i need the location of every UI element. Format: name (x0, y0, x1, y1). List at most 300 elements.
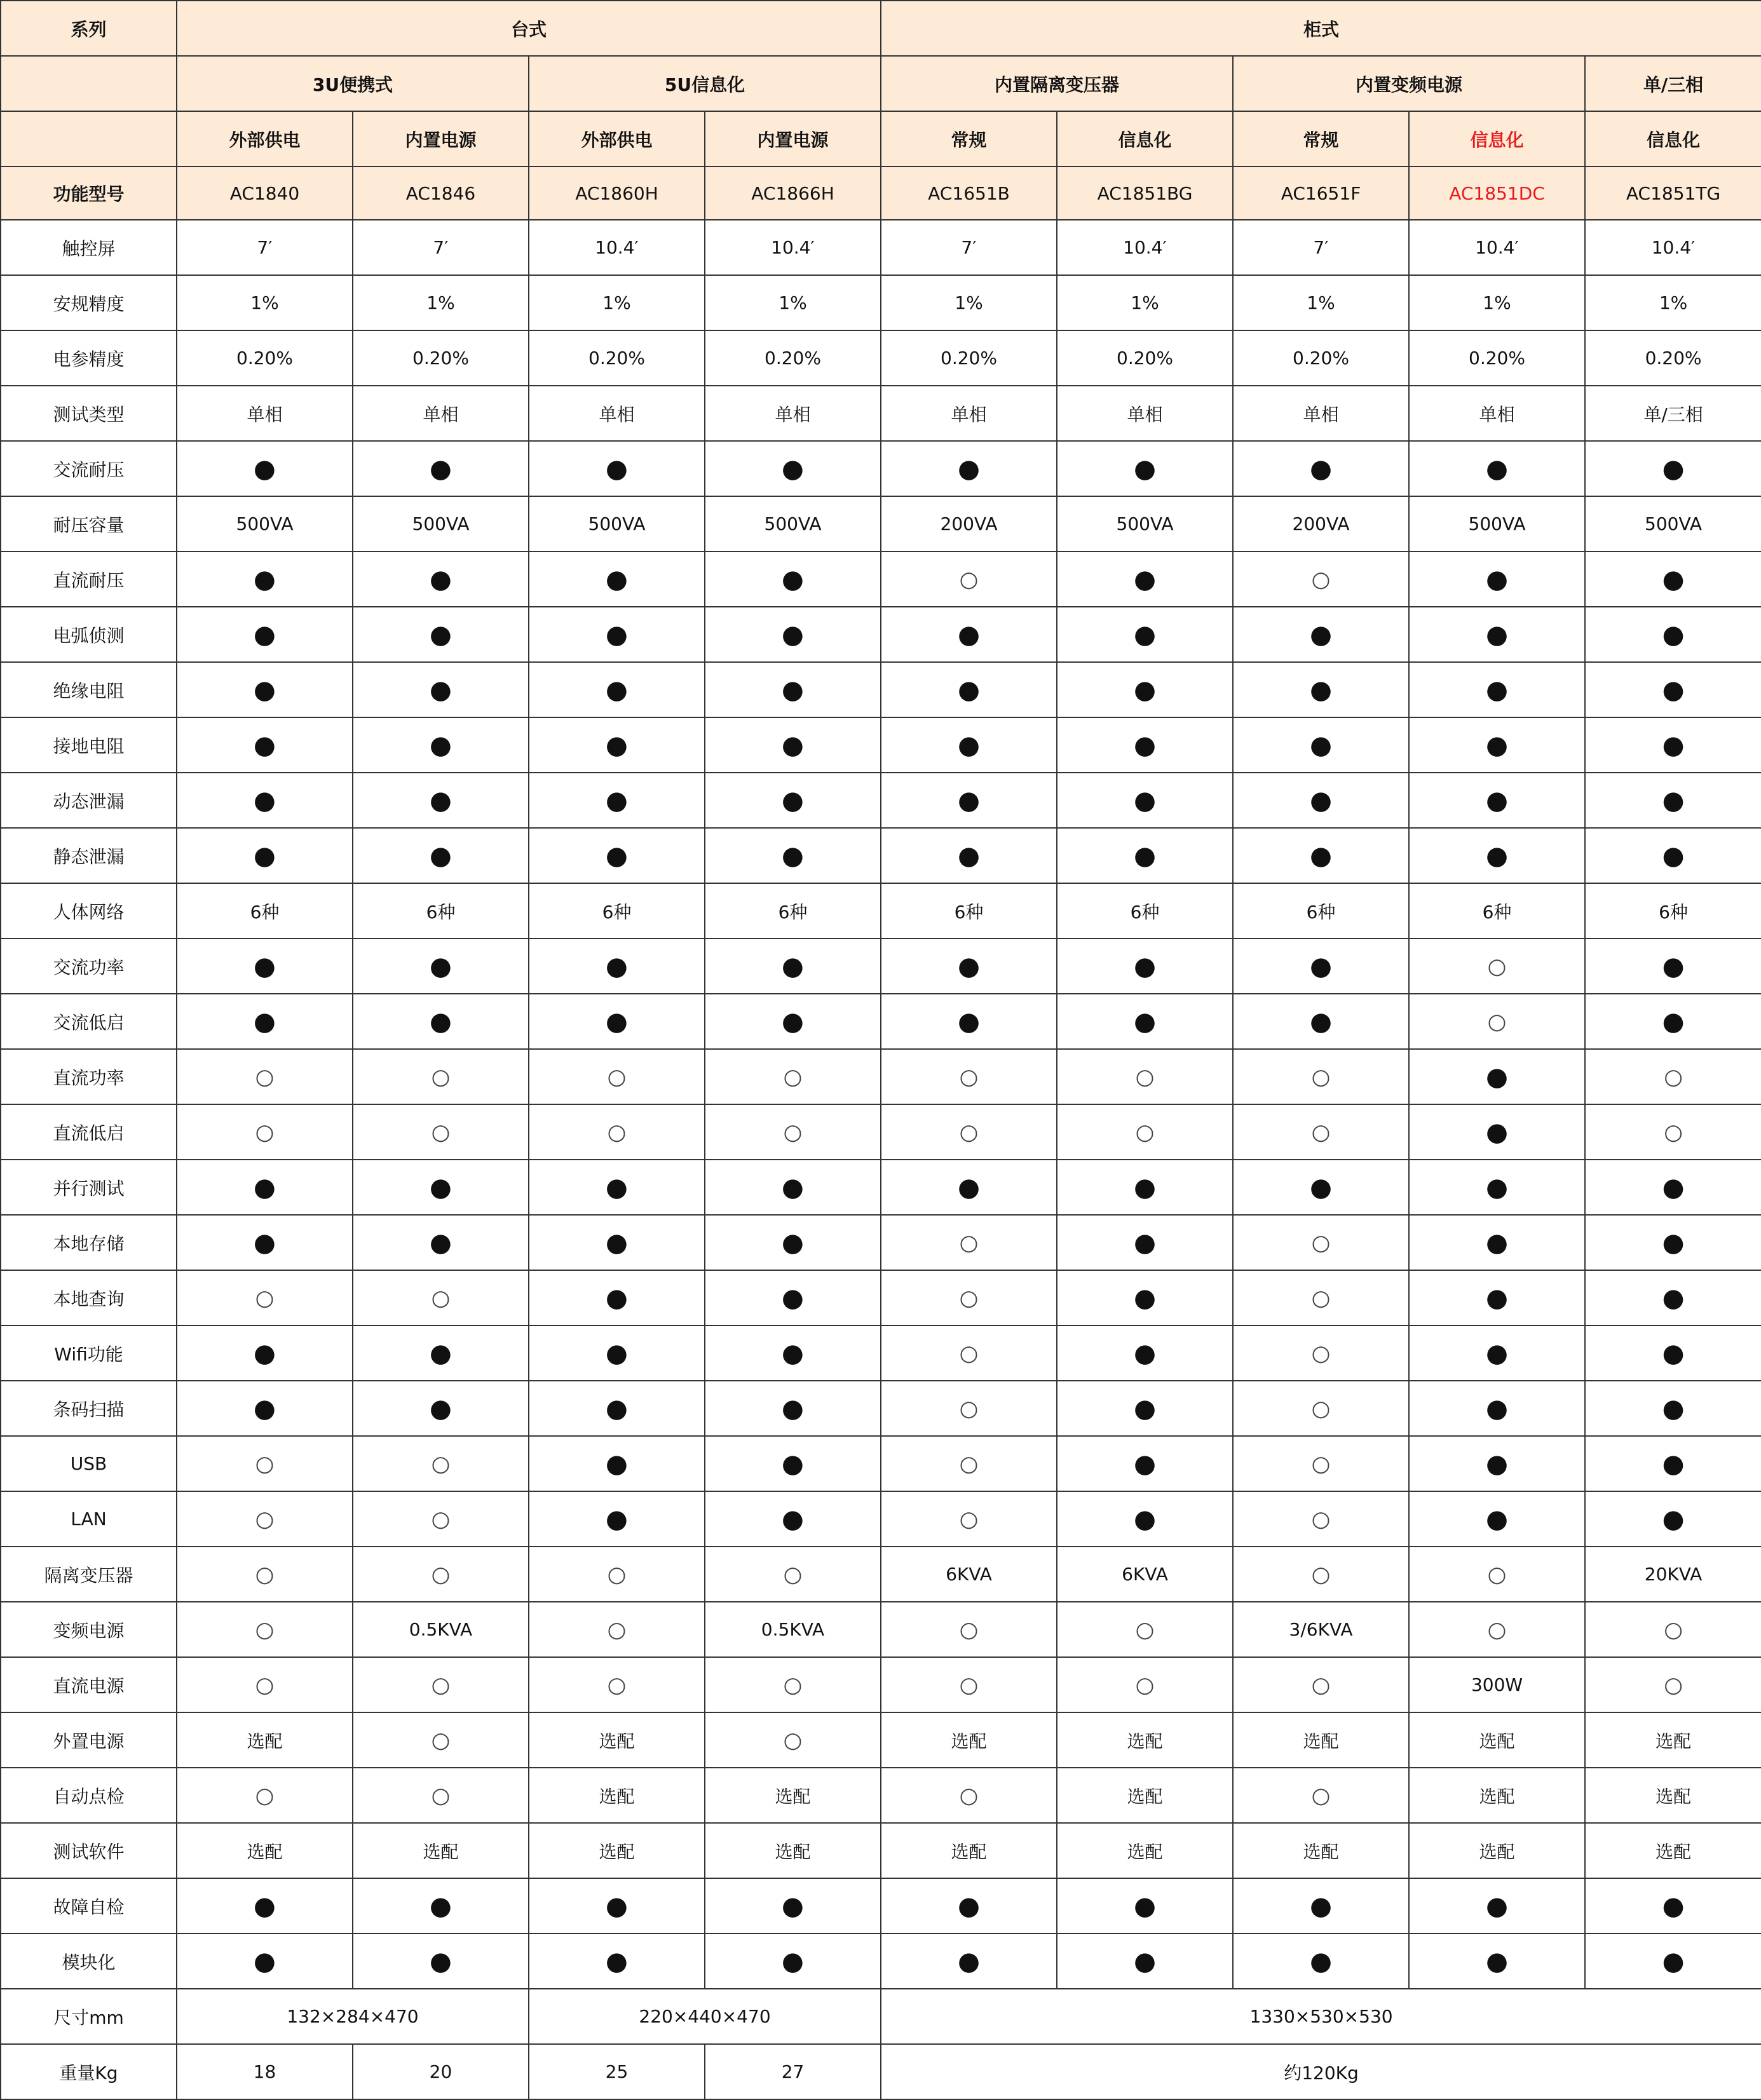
value-cell: 7′ (177, 220, 353, 275)
filled-dot-icon: ● (353, 441, 529, 496)
filled-dot-icon: ● (705, 773, 881, 828)
value-cell: 选配 (1585, 1768, 1761, 1823)
filled-dot-icon: ● (353, 828, 529, 883)
filled-dot-icon: ● (353, 1381, 529, 1436)
filled-dot-icon: ● (1585, 994, 1761, 1049)
filled-dot-icon: ● (529, 1325, 705, 1381)
empty-circle-icon: ○ (881, 1491, 1057, 1547)
empty-circle-icon: ○ (353, 1712, 529, 1768)
empty-circle-icon: ○ (1409, 994, 1585, 1049)
value-cell: 选配 (177, 1712, 353, 1768)
table-row (1, 883, 1761, 938)
value-cell: 200VA (881, 496, 1057, 552)
variant-cell-highlighted: 信息化 (1409, 111, 1585, 166)
table-row (1, 1712, 1761, 1768)
row-label: 绝缘电阻 (1, 662, 177, 717)
row-label: 尺寸mm (1, 1989, 177, 2044)
empty-circle-icon: ○ (1409, 938, 1585, 994)
filled-dot-icon: ● (1409, 552, 1585, 607)
filled-dot-icon: ● (1409, 1381, 1585, 1436)
filled-dot-icon: ● (1409, 1049, 1585, 1104)
value-cell: 1% (529, 275, 705, 330)
empty-circle-icon: ○ (353, 1049, 529, 1104)
empty-circle-icon: ○ (1233, 1491, 1409, 1547)
filled-dot-icon: ● (1233, 1934, 1409, 1989)
value-cell: 0.20% (1409, 330, 1585, 386)
value-cell: 10.4′ (705, 220, 881, 275)
weight-row (1, 2044, 1761, 2099)
empty-circle-icon: ○ (705, 1104, 881, 1160)
value-cell: 1% (881, 275, 1057, 330)
empty-circle-icon: ○ (1233, 1768, 1409, 1823)
filled-dot-icon: ● (705, 994, 881, 1049)
filled-dot-icon: ● (705, 717, 881, 773)
value-cell: 0.5KVA (353, 1602, 529, 1657)
filled-dot-icon: ● (705, 1325, 881, 1381)
variant-cell: 内置电源 (705, 111, 881, 166)
empty-circle-icon: ○ (705, 1657, 881, 1712)
filled-dot-icon: ● (1057, 1215, 1233, 1270)
row-label: 并行测试 (1, 1160, 177, 1215)
value-cell: 6种 (705, 883, 881, 938)
empty-circle-icon: ○ (881, 1381, 1057, 1436)
subgroup-cell: 内置变频电源 (1233, 56, 1585, 111)
filled-dot-icon: ● (1585, 607, 1761, 662)
filled-dot-icon: ● (1409, 1436, 1585, 1491)
value-cell: 6种 (529, 883, 705, 938)
model-cell-highlighted: AC1851DC (1409, 166, 1585, 220)
filled-dot-icon: ● (177, 938, 353, 994)
filled-dot-icon: ● (1057, 1325, 1233, 1381)
value-cell: 7′ (353, 220, 529, 275)
row-label: 耐压容量 (1, 496, 177, 552)
value-cell: 0.20% (177, 330, 353, 386)
filled-dot-icon: ● (529, 1934, 705, 1989)
model-cell: AC1846 (353, 166, 529, 220)
row-label: 本地存储 (1, 1215, 177, 1270)
value-cell: 选配 (881, 1712, 1057, 1768)
filled-dot-icon: ● (705, 1160, 881, 1215)
value-cell: 25 (529, 2044, 705, 2099)
table-row (1, 1215, 1761, 1270)
filled-dot-icon: ● (177, 994, 353, 1049)
filled-dot-icon: ● (705, 1934, 881, 1989)
filled-dot-icon: ● (177, 552, 353, 607)
empty-circle-icon: ○ (1233, 1547, 1409, 1602)
row-label: 人体网络 (1, 883, 177, 938)
value-cell: 单相 (177, 386, 353, 441)
filled-dot-icon: ● (353, 1878, 529, 1934)
filled-dot-icon: ● (705, 552, 881, 607)
variant-cell: 常规 (1233, 111, 1409, 166)
value-cell: 选配 (1233, 1712, 1409, 1768)
model-cell: AC1651B (881, 166, 1057, 220)
row-label: 功能型号 (1, 166, 177, 220)
filled-dot-icon: ● (1409, 607, 1585, 662)
filled-dot-icon: ● (177, 662, 353, 717)
subgroup-cell: 5U信息化 (529, 56, 881, 111)
filled-dot-icon: ● (881, 662, 1057, 717)
subgroup-cell: 单/三相 (1585, 56, 1761, 111)
empty-circle-icon: ○ (705, 1547, 881, 1602)
variant-cell: 内置电源 (353, 111, 529, 166)
value-cell: 7′ (881, 220, 1057, 275)
table-row (1, 1602, 1761, 1657)
row-label: 交流功率 (1, 938, 177, 994)
filled-dot-icon: ● (529, 662, 705, 717)
filled-dot-icon: ● (177, 773, 353, 828)
group-cabinet-cell: 柜式 (881, 1, 1761, 56)
value-cell: 单相 (529, 386, 705, 441)
empty-circle-icon: ○ (1233, 1215, 1409, 1270)
row-label: 交流耐压 (1, 441, 177, 496)
value-cell: 选配 (1585, 1823, 1761, 1878)
empty-circle-icon: ○ (881, 1215, 1057, 1270)
variant-cell: 信息化 (1585, 111, 1761, 166)
value-cell: 6种 (1233, 883, 1409, 938)
filled-dot-icon: ● (1233, 938, 1409, 994)
filled-dot-icon: ● (353, 994, 529, 1049)
empty-circle-icon: ○ (1409, 1602, 1585, 1657)
filled-dot-icon: ● (705, 1270, 881, 1325)
filled-dot-icon: ● (1585, 938, 1761, 994)
filled-dot-icon: ● (1585, 1270, 1761, 1325)
filled-dot-icon: ● (353, 1215, 529, 1270)
filled-dot-icon: ● (1233, 717, 1409, 773)
header-row-subgroups (1, 56, 1761, 111)
value-cell: 选配 (1409, 1768, 1585, 1823)
empty-header-cell (1, 56, 177, 111)
row-label: 直流耐压 (1, 552, 177, 607)
value-cell: 6种 (1585, 883, 1761, 938)
filled-dot-icon: ● (1585, 1878, 1761, 1934)
filled-dot-icon: ● (1585, 1436, 1761, 1491)
empty-header-cell (1, 111, 177, 166)
empty-circle-icon: ○ (881, 1657, 1057, 1712)
empty-circle-icon: ○ (881, 1270, 1057, 1325)
filled-dot-icon: ● (177, 441, 353, 496)
value-cell: 选配 (529, 1823, 705, 1878)
filled-dot-icon: ● (353, 1934, 529, 1989)
empty-circle-icon: ○ (353, 1436, 529, 1491)
value-cell: 18 (177, 2044, 353, 2099)
filled-dot-icon: ● (705, 1215, 881, 1270)
row-label: 动态泄漏 (1, 773, 177, 828)
value-cell: 0.20% (1585, 330, 1761, 386)
filled-dot-icon: ● (705, 1491, 881, 1547)
filled-dot-icon: ● (1057, 607, 1233, 662)
filled-dot-icon: ● (1585, 1160, 1761, 1215)
row-label: 直流功率 (1, 1049, 177, 1104)
filled-dot-icon: ● (1233, 828, 1409, 883)
filled-dot-icon: ● (529, 1436, 705, 1491)
series-label-cell: 系列 (1, 1, 177, 56)
row-label: 自动点检 (1, 1768, 177, 1823)
filled-dot-icon: ● (1233, 662, 1409, 717)
value-cell: 1% (1409, 275, 1585, 330)
value-cell: 10.4′ (1057, 220, 1233, 275)
table-row (1, 496, 1761, 552)
model-cell: AC1866H (705, 166, 881, 220)
filled-dot-icon: ● (705, 441, 881, 496)
filled-dot-icon: ● (353, 1160, 529, 1215)
value-cell: 选配 (1057, 1712, 1233, 1768)
filled-dot-icon: ● (353, 717, 529, 773)
filled-dot-icon: ● (1409, 1104, 1585, 1160)
filled-dot-icon: ● (177, 1878, 353, 1934)
filled-dot-icon: ● (177, 828, 353, 883)
filled-dot-icon: ● (1057, 1491, 1233, 1547)
filled-dot-icon: ● (1409, 1491, 1585, 1547)
filled-dot-icon: ● (1057, 717, 1233, 773)
empty-circle-icon: ○ (353, 1657, 529, 1712)
value-cell: 6KVA (1057, 1547, 1233, 1602)
variant-cell: 外部供电 (177, 111, 353, 166)
filled-dot-icon: ● (1409, 773, 1585, 828)
row-label: 外置电源 (1, 1712, 177, 1768)
filled-dot-icon: ● (881, 1878, 1057, 1934)
filled-dot-icon: ● (1057, 441, 1233, 496)
header-row-series (1, 1, 1761, 56)
empty-circle-icon: ○ (1409, 1547, 1585, 1602)
filled-dot-icon: ● (353, 773, 529, 828)
table-row (1, 994, 1761, 1049)
filled-dot-icon: ● (353, 552, 529, 607)
filled-dot-icon: ● (1409, 1325, 1585, 1381)
filled-dot-icon: ● (529, 1878, 705, 1934)
empty-circle-icon: ○ (177, 1602, 353, 1657)
filled-dot-icon: ● (529, 1160, 705, 1215)
value-cell: 单相 (353, 386, 529, 441)
filled-dot-icon: ● (881, 938, 1057, 994)
value-cell: 0.20% (353, 330, 529, 386)
filled-dot-icon: ● (529, 717, 705, 773)
value-cell: 1% (705, 275, 881, 330)
filled-dot-icon: ● (529, 441, 705, 496)
value-cell: 6种 (1409, 883, 1585, 938)
filled-dot-icon: ● (1585, 441, 1761, 496)
value-cell: 500VA (177, 496, 353, 552)
filled-dot-icon: ● (1057, 773, 1233, 828)
empty-circle-icon: ○ (1233, 552, 1409, 607)
value-cell: 选配 (529, 1712, 705, 1768)
value-cell: 单相 (705, 386, 881, 441)
empty-circle-icon: ○ (1585, 1657, 1761, 1712)
value-cell: 300W (1409, 1657, 1585, 1712)
value-cell: 选配 (529, 1768, 705, 1823)
value-cell: 20 (353, 2044, 529, 2099)
filled-dot-icon: ● (1585, 1491, 1761, 1547)
filled-dot-icon: ● (881, 1934, 1057, 1989)
table-row (1, 828, 1761, 883)
empty-circle-icon: ○ (353, 1270, 529, 1325)
filled-dot-icon: ● (1409, 1934, 1585, 1989)
table-row (1, 1768, 1761, 1823)
value-cell: 0.20% (1057, 330, 1233, 386)
value-cell: 500VA (1057, 496, 1233, 552)
filled-dot-icon: ● (177, 1934, 353, 1989)
value-cell: 单相 (881, 386, 1057, 441)
filled-dot-icon: ● (177, 1381, 353, 1436)
model-cell: AC1851BG (1057, 166, 1233, 220)
filled-dot-icon: ● (177, 1215, 353, 1270)
filled-dot-icon: ● (881, 1160, 1057, 1215)
value-cell: 7′ (1233, 220, 1409, 275)
filled-dot-icon: ● (1233, 1160, 1409, 1215)
filled-dot-icon: ● (705, 828, 881, 883)
filled-dot-icon: ● (1585, 828, 1761, 883)
value-cell: 6种 (1057, 883, 1233, 938)
empty-circle-icon: ○ (1233, 1657, 1409, 1712)
empty-circle-icon: ○ (1057, 1657, 1233, 1712)
filled-dot-icon: ● (529, 607, 705, 662)
empty-circle-icon: ○ (177, 1270, 353, 1325)
table-row (1, 330, 1761, 386)
filled-dot-icon: ● (1409, 1878, 1585, 1934)
value-cell: 选配 (1057, 1768, 1233, 1823)
value-cell: 选配 (705, 1768, 881, 1823)
row-label: 安规精度 (1, 275, 177, 330)
empty-circle-icon: ○ (881, 1602, 1057, 1657)
value-cell: 1% (1057, 275, 1233, 330)
filled-dot-icon: ● (1409, 1160, 1585, 1215)
value-cell: 单相 (1057, 386, 1233, 441)
row-label: 隔离变压器 (1, 1547, 177, 1602)
filled-dot-icon: ● (529, 1215, 705, 1270)
table-row (1, 1325, 1761, 1381)
value-cell: 0.20% (705, 330, 881, 386)
model-row (1, 166, 1761, 220)
filled-dot-icon: ● (529, 773, 705, 828)
empty-circle-icon: ○ (1233, 1436, 1409, 1491)
filled-dot-icon: ● (881, 994, 1057, 1049)
table-row (1, 717, 1761, 773)
filled-dot-icon: ● (1057, 662, 1233, 717)
filled-dot-icon: ● (1585, 1325, 1761, 1381)
variant-cell: 外部供电 (529, 111, 705, 166)
value-cell: 1% (1585, 275, 1761, 330)
variant-cell: 常规 (881, 111, 1057, 166)
filled-dot-icon: ● (705, 1436, 881, 1491)
value-cell: 1% (177, 275, 353, 330)
row-label: USB (1, 1436, 177, 1491)
table-row (1, 1823, 1761, 1878)
empty-circle-icon: ○ (1233, 1049, 1409, 1104)
empty-circle-icon: ○ (705, 1712, 881, 1768)
table-row (1, 1381, 1761, 1436)
value-cell: 6种 (881, 883, 1057, 938)
value-cell: 选配 (1585, 1712, 1761, 1768)
value-cell: 220×440×470 (529, 1989, 881, 2044)
table-row (1, 552, 1761, 607)
value-cell: 10.4′ (1409, 220, 1585, 275)
value-cell: 20KVA (1585, 1547, 1761, 1602)
filled-dot-icon: ● (353, 607, 529, 662)
table-row (1, 1878, 1761, 1934)
filled-dot-icon: ● (1057, 1160, 1233, 1215)
empty-circle-icon: ○ (353, 1547, 529, 1602)
empty-circle-icon: ○ (529, 1602, 705, 1657)
row-label: 直流低启 (1, 1104, 177, 1160)
filled-dot-icon: ● (1585, 717, 1761, 773)
filled-dot-icon: ● (177, 1325, 353, 1381)
filled-dot-icon: ● (1233, 441, 1409, 496)
value-cell: 单/三相 (1585, 386, 1761, 441)
filled-dot-icon: ● (705, 607, 881, 662)
row-label: 重量Kg (1, 2044, 177, 2099)
value-cell: 500VA (353, 496, 529, 552)
filled-dot-icon: ● (881, 717, 1057, 773)
filled-dot-icon: ● (1585, 1934, 1761, 1989)
filled-dot-icon: ● (1233, 773, 1409, 828)
row-label: Wifi功能 (1, 1325, 177, 1381)
model-cell: AC1860H (529, 166, 705, 220)
table-row (1, 1270, 1761, 1325)
empty-circle-icon: ○ (529, 1049, 705, 1104)
table-row (1, 275, 1761, 330)
table-row (1, 1547, 1761, 1602)
filled-dot-icon: ● (353, 938, 529, 994)
group-desktop-cell: 台式 (177, 1, 881, 56)
value-cell: 选配 (1409, 1712, 1585, 1768)
empty-circle-icon: ○ (1233, 1104, 1409, 1160)
empty-circle-icon: ○ (1233, 1381, 1409, 1436)
empty-circle-icon: ○ (1057, 1602, 1233, 1657)
filled-dot-icon: ● (881, 773, 1057, 828)
table-row (1, 1104, 1761, 1160)
filled-dot-icon: ● (1585, 1381, 1761, 1436)
filled-dot-icon: ● (1233, 607, 1409, 662)
filled-dot-icon: ● (1057, 828, 1233, 883)
empty-circle-icon: ○ (177, 1436, 353, 1491)
empty-circle-icon: ○ (177, 1491, 353, 1547)
empty-circle-icon: ○ (881, 1104, 1057, 1160)
row-label: 直流电源 (1, 1657, 177, 1712)
value-cell: 1% (353, 275, 529, 330)
value-cell: 0.20% (881, 330, 1057, 386)
filled-dot-icon: ● (881, 441, 1057, 496)
filled-dot-icon: ● (1233, 994, 1409, 1049)
filled-dot-icon: ● (177, 717, 353, 773)
empty-circle-icon: ○ (705, 1049, 881, 1104)
value-cell: 6种 (353, 883, 529, 938)
value-cell: 0.5KVA (705, 1602, 881, 1657)
size-row (1, 1989, 1761, 2044)
table-row (1, 1934, 1761, 1989)
row-label: LAN (1, 1491, 177, 1547)
table-row (1, 938, 1761, 994)
filled-dot-icon: ● (1057, 994, 1233, 1049)
filled-dot-icon: ● (705, 1381, 881, 1436)
filled-dot-icon: ● (1585, 662, 1761, 717)
value-cell: 1330×530×530 (881, 1989, 1761, 2044)
filled-dot-icon: ● (881, 828, 1057, 883)
filled-dot-icon: ● (1409, 441, 1585, 496)
table-row (1, 1049, 1761, 1104)
filled-dot-icon: ● (177, 1160, 353, 1215)
filled-dot-icon: ● (177, 607, 353, 662)
value-cell: 选配 (1409, 1823, 1585, 1878)
filled-dot-icon: ● (705, 938, 881, 994)
value-cell: 10.4′ (529, 220, 705, 275)
filled-dot-icon: ● (529, 1381, 705, 1436)
table-row (1, 662, 1761, 717)
table-row (1, 1160, 1761, 1215)
table-row (1, 607, 1761, 662)
filled-dot-icon: ● (1057, 1436, 1233, 1491)
value-cell: 6KVA (881, 1547, 1057, 1602)
value-cell: 3/6KVA (1233, 1602, 1409, 1657)
